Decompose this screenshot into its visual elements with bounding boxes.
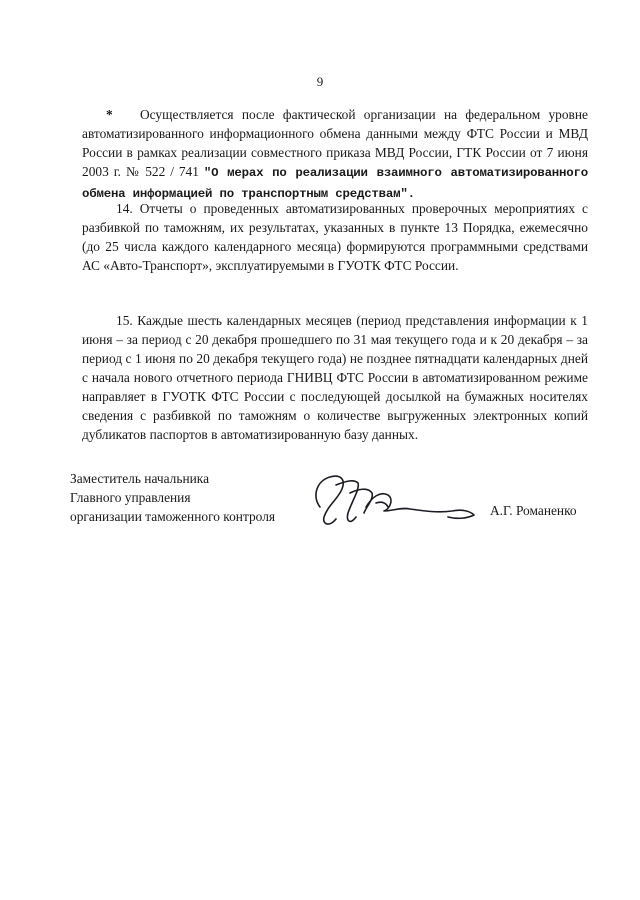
signature-block [70,469,590,539]
paragraph-15-number: 15. [116,313,133,328]
order-title-quote: "О мерах по реализации взаимного автоматизированного обмена информацией по транспортным средствам". [82,166,588,201]
paragraph-15-text: Каждые шесть календарных месяцев (период представления информации к 1 июня – за период с 20 декабря прошедшего по 31 мая текущего года и к 20 декабря – за период с 1 июня по 20 декабря текущего года) не позднее пятнадцати календарных дней с начала нового отчетного периода ГНИВЦ ФТС России в автоматизированном режиме направляет в ГУОТК ФТС России с последующей досылкой на бумажных носителях сведения с разбивкой по таможням о количестве выгруженных электронных копий дубликатов паспортов в автоматизированную базу данных. [82,313,588,442]
footnote-paragraph [82,105,588,204]
signatory-position-line-2: Главного управления [70,490,191,505]
paragraph-14-text: Отчеты о проведенных автоматизированных проверочных мероприятиях с разбивкой по таможням, их результатах, указанных в пункте 13 Порядка, ежемесячно (до 25 числа каждого календарного месяца) формируются программными средствами АС «Авто-Транспорт», эксплуатируемыми в ГУОТК ФТС России. [82,201,588,273]
paragraph-15 [82,311,588,444]
page-number: 9 [316,74,324,89]
footnote-marker: * [106,107,113,122]
paragraph-14 [82,199,588,275]
signatory-name: А.Г. Романенко [490,503,577,518]
signatory-position-line-1: Заместитель начальника [70,471,210,486]
paragraph-14-number: 14. [116,201,133,216]
signatory-position [70,469,275,526]
footnote-text: Осуществляется после фактической организации на федеральном уровне автоматизированного информационного обмена данными между ФТС России и МВД России в рамках реализации совместного приказа МВД России, ГТК России от 7 июня 2003 г. № 522 / 741 [82,107,588,179]
handwritten-signature [306,467,486,533]
signatory-position-line-3: организации таможенного контроля [70,509,276,524]
